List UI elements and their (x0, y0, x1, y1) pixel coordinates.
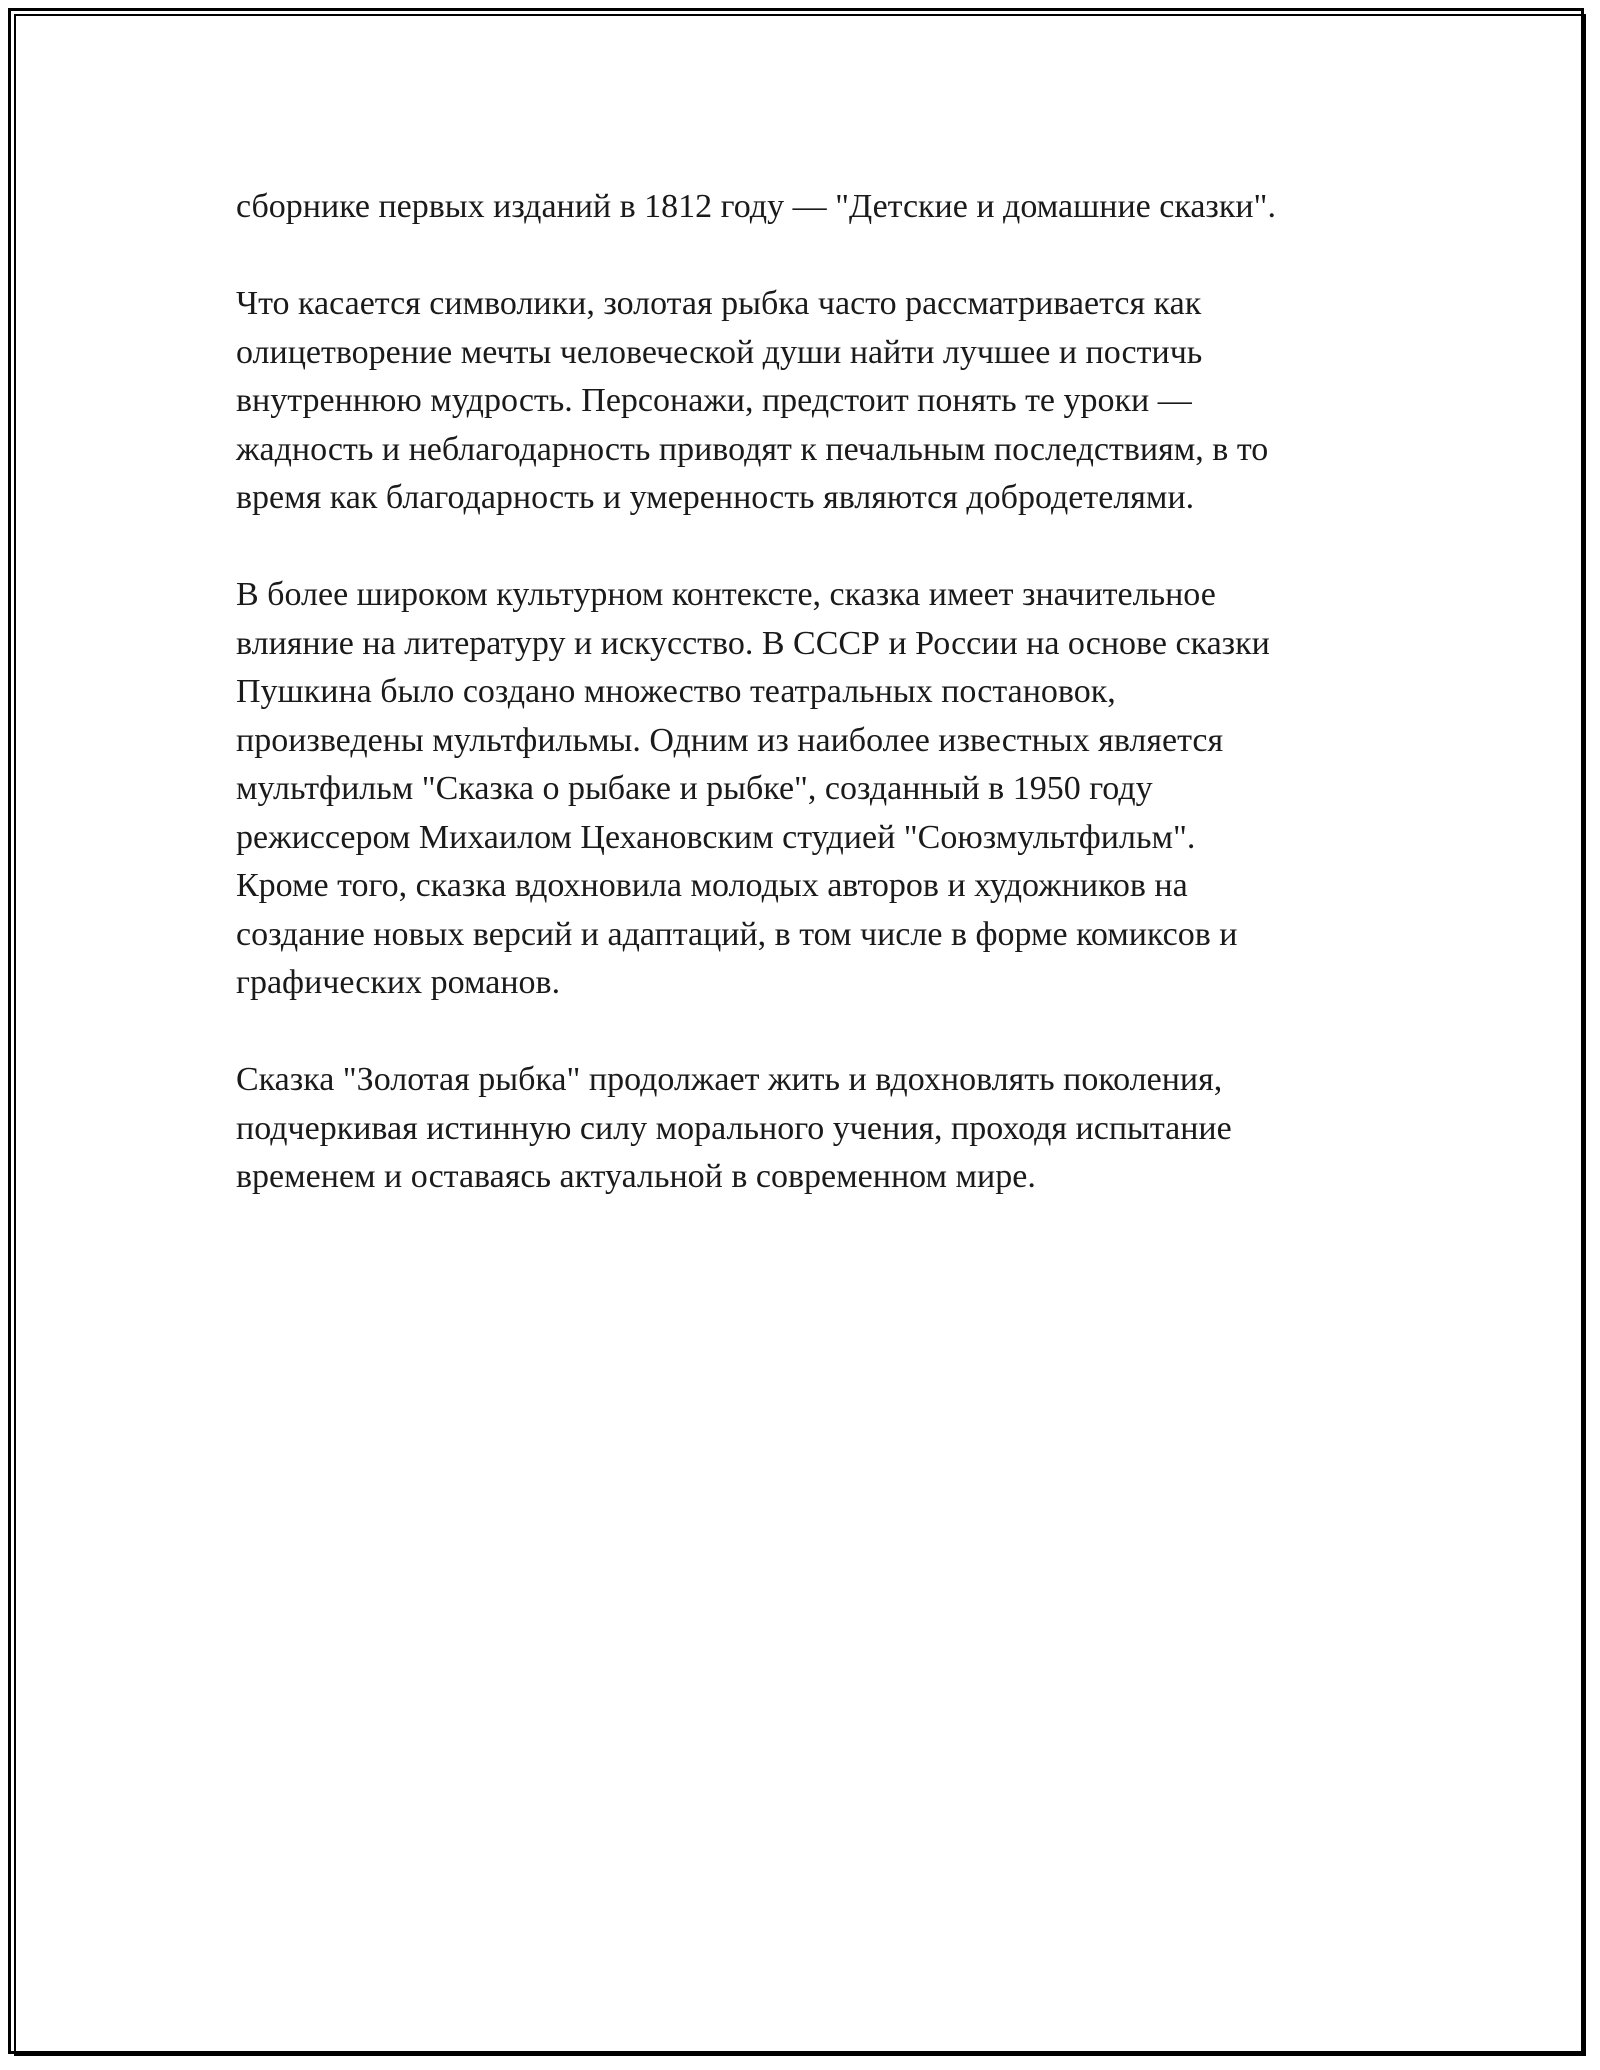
text-line: В более широком культурном контексте, сказка имеет значительное (236, 576, 1216, 613)
text-line: Пушкина было создано множество театральных постановок, (236, 673, 1116, 710)
text-line: влияние на литературу и искусство. В СССР и России на основе сказки (236, 624, 1270, 662)
document-body (236, 183, 1416, 1250)
text-line: графических романов. (236, 964, 561, 1001)
text-line: олицетворение мечты человеческой души найти лучшее и постичь (236, 333, 1203, 371)
text-line: произведены мультфильмы. Одним из наиболее известных является (236, 721, 1224, 759)
text-line: мультфильм "Сказка о рыбаке и рыбке", созданный в 1950 году (236, 770, 1153, 807)
text-line: Что касается символики, золотая рыбка часто рассматривается как (236, 285, 1202, 322)
paragraph-cultural-context (236, 571, 1416, 1008)
text-line: время как благодарность и умеренность являются добродетелями. (236, 479, 1195, 516)
text-line: Сказка "Золотая рыбка" продолжает жить и вдохновлять поколения, (236, 1061, 1223, 1098)
text-line: внутреннюю мудрость. Персонажи, предстоит понять те уроки — (236, 382, 1192, 419)
paragraph-symbolism (236, 280, 1416, 523)
text-line: временем и оставаясь актуальной в современном мире. (236, 1158, 1036, 1195)
text-line: режиссером Михаилом Цехановским студией "Союзмультфильм". (236, 818, 1196, 856)
text-line: создание новых версий и адаптаций, в том числе в форме комиксов и (236, 915, 1238, 953)
text-line: Кроме того, сказка вдохновила молодых авторов и художников на (236, 867, 1188, 904)
paragraph-conclusion (236, 1056, 1416, 1202)
text-line: жадность и неблагодарность приводят к печальным последствиям, в то (236, 430, 1269, 468)
paragraph-continuation (236, 183, 1416, 232)
text-line: сборнике первых изданий в 1812 году — "Детские и домашние сказки". (236, 188, 1276, 225)
text-line: подчеркивая истинную силу морального учения, проходя испытание (236, 1109, 1232, 1147)
